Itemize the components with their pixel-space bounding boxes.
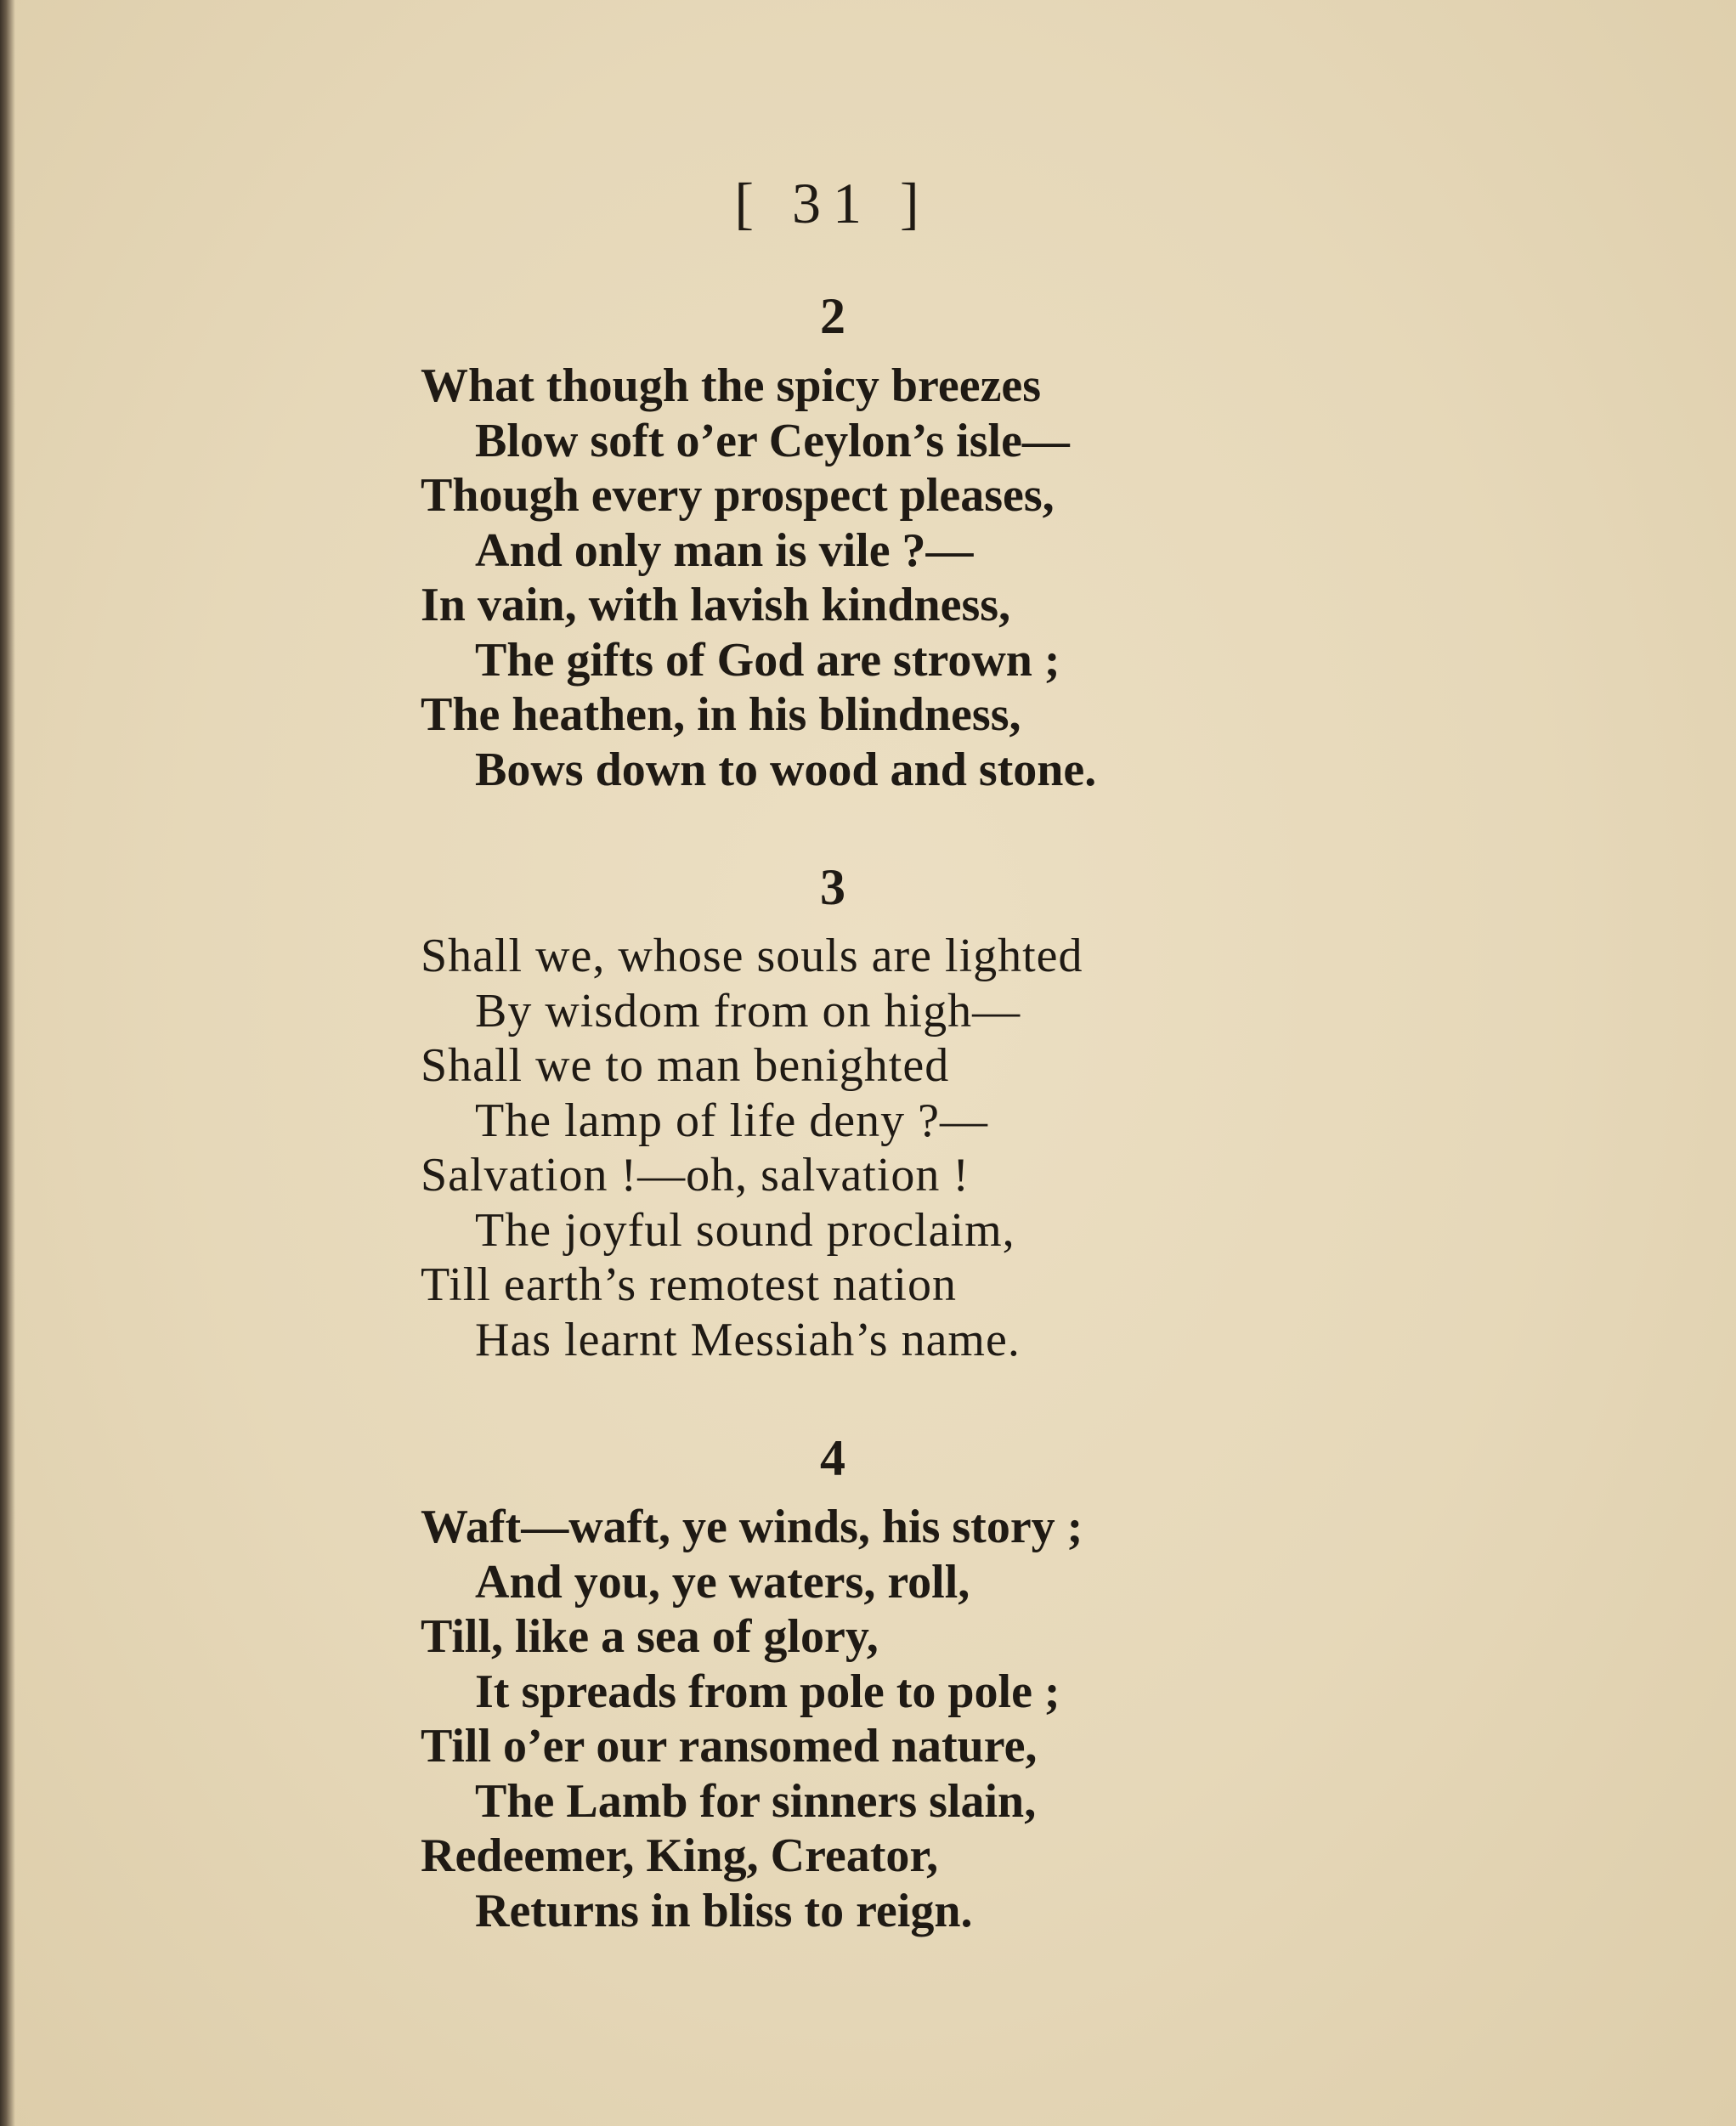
verse-line: Redeemer, King, Creator, xyxy=(421,1829,939,1882)
stanza-number: 2 xyxy=(820,288,845,344)
verse-line: Has learnt Messiah’s name. xyxy=(475,1313,1021,1366)
page-number: [ 31 ] xyxy=(734,171,931,235)
verse-line: Though every prospect pleases, xyxy=(421,469,1055,522)
verse-line: In vain, with lavish kindness, xyxy=(421,579,1011,631)
verse-line: And only man is vile ?— xyxy=(475,523,974,577)
verse-line: It spreads from pole to pole ; xyxy=(475,1665,1060,1718)
verse-line: Returns in bliss to reign. xyxy=(475,1884,973,1937)
stanza-number: 3 xyxy=(820,859,845,915)
verse-line: Till, like a sea of glory, xyxy=(421,1610,879,1663)
verse-line: Blow soft o’er Ceylon’s isle— xyxy=(475,414,1070,467)
verse-line: The gifts of God are strown ; xyxy=(475,633,1060,687)
verse-line: Till earth’s remotest nation xyxy=(421,1258,957,1311)
verse-line: The joyful sound proclaim, xyxy=(475,1203,1015,1257)
verse-line: The Lamb for sinners slain, xyxy=(475,1774,1037,1828)
verse-line: What though the spicy breezes xyxy=(421,359,1042,412)
verse-line: Shall we, whose souls are lighted xyxy=(421,930,1083,982)
verse-line: Shall we to man benighted xyxy=(421,1039,950,1092)
verse-line: Waft—waft, ye winds, his story ; xyxy=(421,1501,1083,1553)
stanza xyxy=(421,929,1083,1367)
stanza xyxy=(421,359,1096,797)
verse-line: The lamp of life deny ?— xyxy=(475,1094,989,1147)
verse-line: Till o’er our ransomed nature, xyxy=(421,1720,1038,1773)
verse-line: Bows down to wood and stone. xyxy=(475,743,1097,796)
verse-line: The heathen, in his blindness, xyxy=(421,688,1021,741)
stanza-number: 4 xyxy=(820,1430,845,1486)
verse-line: By wisdom from on high— xyxy=(475,984,1021,1038)
stanza xyxy=(421,1500,1083,1938)
verse-line: And you, ye waters, roll, xyxy=(475,1555,970,1609)
verse-line: Salvation !—oh, salvation ! xyxy=(421,1149,970,1202)
